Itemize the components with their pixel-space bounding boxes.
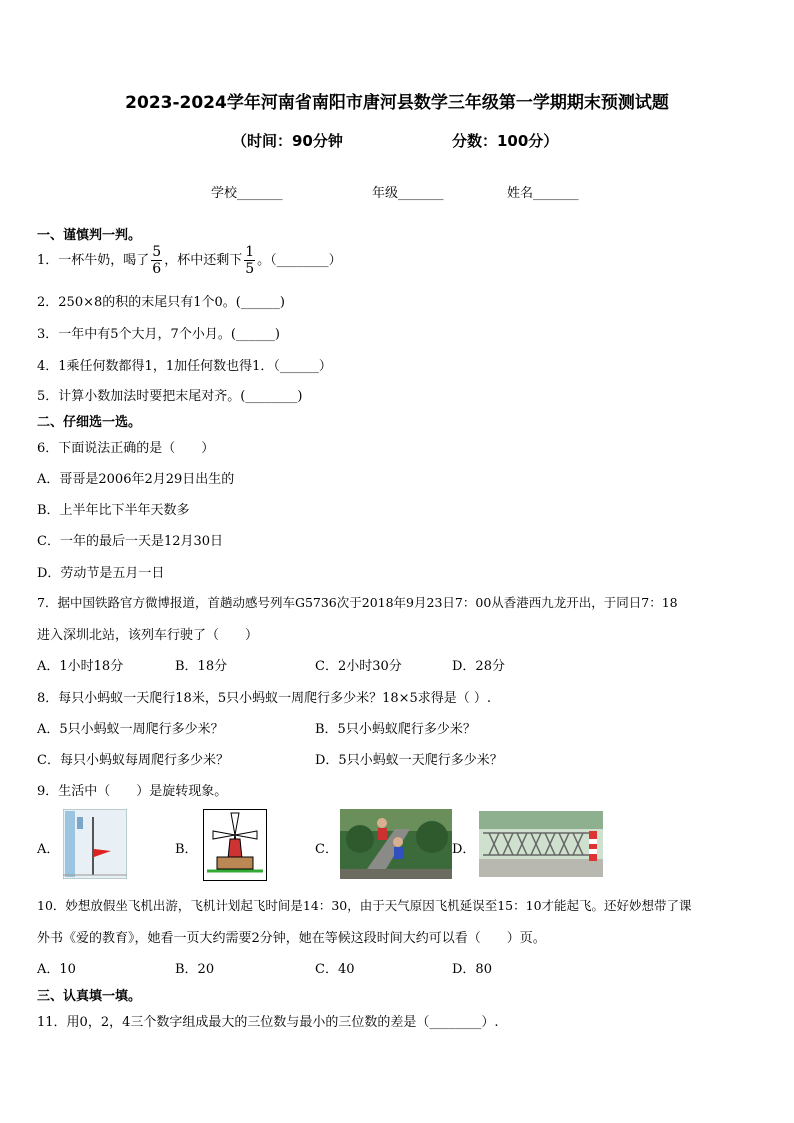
q10-option-b: B．20 [175, 962, 215, 977]
q9-option-b: B． [175, 842, 198, 857]
question-7-line2: 进入深圳北站，该列车行驶了（ ） [37, 628, 259, 643]
grade-field[interactable]: 年级_______ [372, 186, 444, 201]
name-field[interactable]: 姓名_______ [507, 186, 579, 201]
frac2-numerator: 1 [245, 244, 255, 260]
fraction-one-fifth [244, 244, 255, 277]
q10-option-c: C．40 [315, 962, 355, 977]
q7-option-b: B．18分 [175, 659, 228, 674]
q9-option-d: D． [452, 842, 476, 857]
question-10-line1: 10．妙想放假坐飞机出游，飞机计划起飞时间是14：30，由于天气原因飞机延误至15：10才能起飞。还好妙想带了课 [37, 898, 692, 913]
page-title: 2023-2024学年河南省南阳市唐河县数学三年级第一学期期末预测试题 [125, 93, 669, 113]
section-3-heading: 三、认真填一填。 [37, 989, 142, 1004]
q1-text-b: ，杯中还剩下 [164, 253, 243, 268]
question-2: 2．250×8的积的末尾只有1个0。(______) [37, 295, 285, 310]
q6-option-d: D．劳动节是五月一日 [37, 566, 165, 581]
q7-option-c: C．2小时30分 [315, 659, 402, 674]
question-6-stem: 6．下面说法正确的是（ ） [37, 441, 215, 456]
q10-option-a: A．10 [37, 962, 76, 977]
q6-option-c: C．一年的最后一天是12月30日 [37, 534, 224, 549]
q6-option-b: B．上半年比下半年天数多 [37, 503, 190, 518]
q6-option-a: A．哥哥是2006年2月29日出生的 [37, 472, 235, 487]
windmill-image [203, 809, 267, 881]
q8-option-a: A．5只小蚂蚁一周爬行多少米？ [37, 722, 224, 737]
exam-time: （时间：90分钟 [232, 132, 343, 150]
question-5: 5．计算小数加法时要把末尾对齐。(________) [37, 389, 303, 404]
q8-option-b: B．5只小蚂蚁爬行多少米？ [315, 722, 476, 737]
section-2-heading: 二、仔细选一选。 [37, 415, 142, 430]
school-field[interactable]: 学校_______ [211, 186, 283, 201]
q9-option-c: C． [315, 842, 338, 857]
exam-score: 分数：100分） [452, 132, 559, 150]
fraction-five-sixths [151, 244, 162, 277]
q7-option-a: A．1小时18分 [37, 659, 124, 674]
q8-option-d: D．5只小蚂蚁一天爬行多少米？ [315, 753, 503, 768]
question-1 [37, 244, 342, 277]
sliding-gate-image [479, 811, 603, 877]
q7-option-d: D．28分 [452, 659, 505, 674]
frac1-denominator: 6 [152, 261, 162, 277]
frac2-denominator: 5 [245, 261, 255, 277]
question-9-stem: 9．生活中（ ）是旋转现象。 [37, 784, 228, 799]
q10-option-d: D．80 [452, 962, 492, 977]
q8-option-c: C．每只小蚂蚁每周爬行多少米？ [37, 753, 229, 768]
question-10-line2: 外书《爱的教育》，她看一页大约需要2分钟，她在等候这段时间大约可以看（ ）页。 [37, 931, 546, 946]
question-7-line1: 7．据中国铁路官方微博报道，首趟动感号列车G5736次于2018年9月23日7：00从香港西九龙开出，于同日7：18 [37, 595, 678, 610]
question-11: 11．用0，2，4三个数字组成最大的三位数与最小的三位数的差是（________）. [37, 1015, 499, 1030]
flag-raising-image [63, 809, 127, 879]
question-8-stem: 8．每只小蚂蚁一天爬行18米，5只小蚂蚁一周爬行多少米？18×5求得是（ ）. [37, 691, 492, 706]
slide-playground-image [340, 809, 452, 879]
q1-text-a: 1．一杯牛奶，喝了 [37, 253, 150, 268]
frac1-numerator: 5 [152, 244, 162, 260]
question-3: 3．一年中有5个大月，7个小月。(______) [37, 327, 280, 342]
question-4: 4．1乘任何数都得1，1加任何数也得1．（______） [37, 359, 332, 374]
section-1-heading: 一、谨慎判一判。 [37, 228, 142, 243]
q9-option-a: A． [37, 842, 60, 857]
q1-text-c: 。（________） [257, 253, 342, 268]
